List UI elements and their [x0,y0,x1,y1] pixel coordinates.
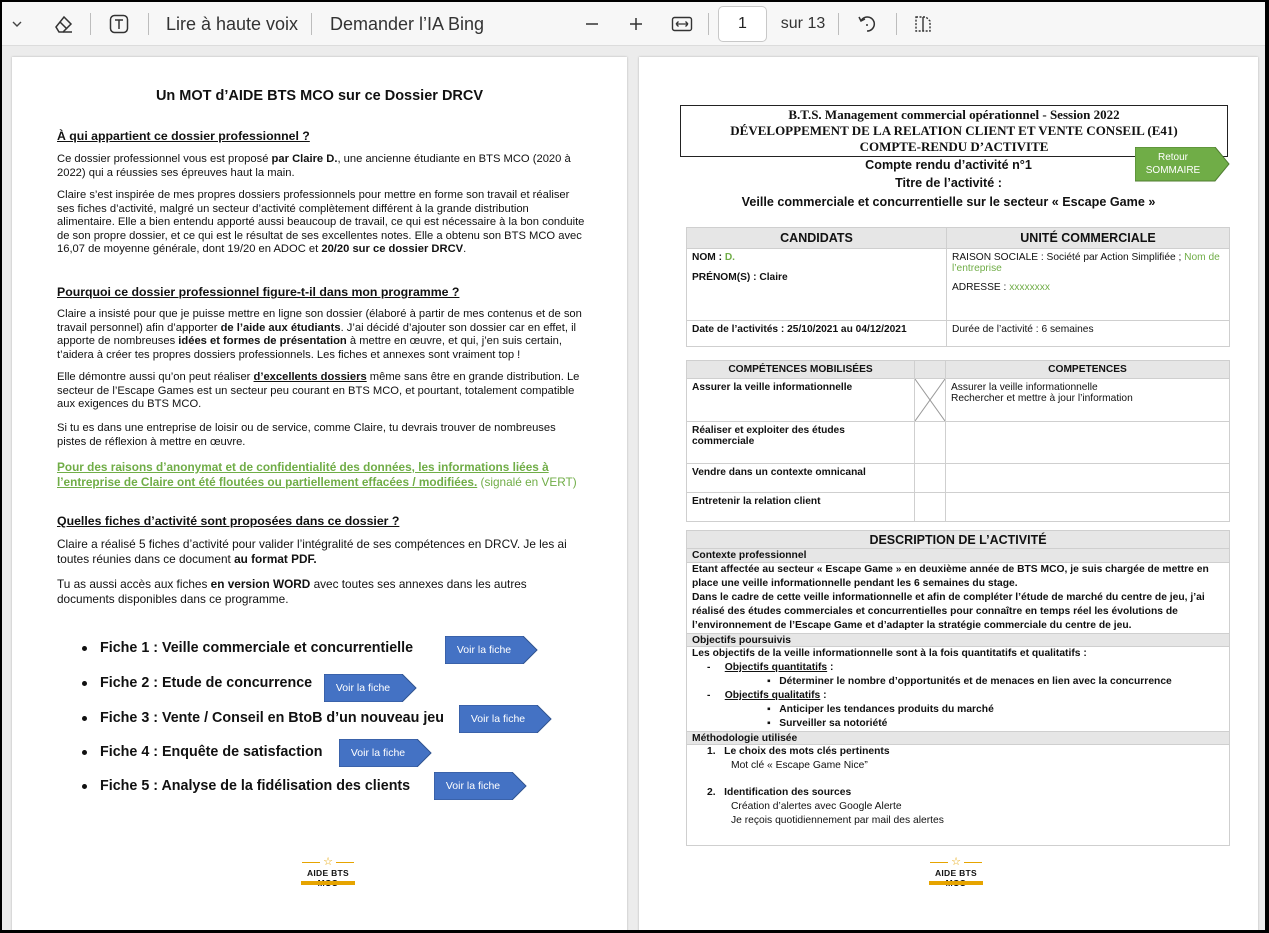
toolbar [2,2,1265,46]
read-aloud-button[interactable] [162,2,302,46]
rotate-icon[interactable] [852,2,882,46]
voir-fiche-label: Voir la fiche [456,644,512,656]
cr-title: Compte rendu d’activité n°1 [865,158,1032,172]
paragraph: Elle démontre aussi qu’on peut réaliser d’excellents dossiers même sans être en grande distribution. Le secteur de l’Escape Games est un secteur peu courant en BTS MCO, et pourtant, totalement compatible aux exigences du BTS MCO. [57,371,580,411]
zoom-in-icon[interactable] [623,2,649,46]
page-number-input[interactable]: 1 [718,6,767,42]
fiche-item-5: Fiche 5 : Analyse de la fidélisation des clients [82,778,410,794]
page-total-label: sur 13 [780,15,826,32]
star-icon: ☆ [951,856,961,868]
pdf-page-1 [12,57,627,930]
section-heading: Pourquoi ce dossier professionnel figure-t-il dans mon programme ? [57,285,460,299]
exam-header: B.T.S. Management commercial opérationnel - Session 2022 DÉVELOPPEMENT DE LA RELATION CLIENT ET VENTE CONSEIL (E41) COMPTE-RENDU D’ACTIVITE [680,105,1228,157]
voir-fiche-label: Voir la fiche [350,747,406,759]
section-heading: Quelles fiches d’activité sont proposées dans ce dossier ? [57,514,400,528]
aide-bts-mco-logo [298,857,358,893]
titre-label: Titre de l’activité : [895,176,1002,190]
paragraph: Si tu es dans une entreprise de loisir ou de service, comme Claire, tu devrais trouver de nombreuses pistes de réflexion à mettre en œuvre. [57,422,556,448]
ask-bing-label: Demander l’IA Bing [329,13,485,34]
voir-fiche-label: Voir la fiche [445,780,501,792]
paragraph: Claire a réalisé 5 fiches d’activité pour valider l’intégralité de ses compétences en DRCV. Je les ai toutes réunies dans ce document au format PDF. [57,537,567,566]
fiche-item-4: Fiche 4 : Enquête de satisfaction [82,744,322,760]
ask-bing-button[interactable] [322,2,492,46]
competences-table: COMPÉTENCES MOBILISÉES COMPETENCES Assurer la veille informationnelle Assurer la veille informationnelle Rechercher et mettre à jour l’information Réaliser et exploiter des études commerciale Vendre dans un contexte omnicanal Entretenir la relation client [686,360,1230,522]
eraser-icon[interactable] [48,2,78,46]
paragraph: Tu as aussi accès aux fiches en version WORD avec toutes ses annexes dans les autres documents disponibles dans ce programme. [57,577,527,606]
section-heading: À qui appartient ce dossier professionnel ? [57,129,310,143]
text-box-icon[interactable] [104,2,134,46]
star-icon: ☆ [323,856,333,868]
logo-name: AIDE BTS [934,868,978,878]
read-aloud-label: Lire à haute voix [165,13,299,34]
page-total [778,2,828,46]
pdf-viewer [2,2,1265,930]
description-block: DESCRIPTION DE L’ACTIVITÉ Contexte professionnel Etant affectée au secteur « Escape Game » en deuxième année de BTS MCO, je suis chargée de mettre en place une veille informationnelle pendant les 6 semaines du stage. Dans le cadre de cette veille informationnelle et afin de compléter l’étude de marché du centre de jeu, j’ai réalisé des études commerciales et concurrentielles pour connaître en temps réel les évolutions de l’environnement de l’Escape Game et d’adapter la stratégie commerciale du centre de jeu. Objectifs poursuivis Les objectifs de la veille informationnelle sont à la fois quantitatifs et qualitatifs : - Objectifs quantitatifs : ▪ Déterminer le nombre d’opportunités et de menaces en lien avec la concurrence - Objectifs qualitatifs : ▪ Anticiper les tendances produits du marché ▪ Surveiller sa notoriété Méthodologie utilisée 1. Le choix des mots clés pertinents Mot clé « Escape Game Nice” 2. Identification des sources Création d’alertes avec Google Alerte Je reçois quotidiennement par mail des alertes [686,530,1230,846]
aide-bts-mco-logo [926,857,986,893]
paragraph: Claire a insisté pour que je puisse mettre en ligne son dossier (élaboré à partir de mes contenus et de son travail personnel) afin d’apporter de l’aide aux étudiants. J’ai décidé d’ajouter son dossier car en effet, il apporte de nombreuses idées et formes de présentation à mettre en œuvre, et qui, j’en suis certain, t’aidera à créer tes propres dossiers professionnels. Les fiches et annexes sont vraiment top ! [57,308,582,361]
pdf-page-2 [639,57,1258,930]
voir-fiche-label: Voir la fiche [470,713,526,725]
page-view-icon[interactable] [908,2,938,46]
zoom-out-icon[interactable] [579,2,605,46]
retour-label: Retour SOMMAIRE [1145,152,1201,176]
voir-fiche-label: Voir la fiche [335,682,391,694]
anonymity-note: Pour des raisons d’anonymat et de confidentialité des données, les informations liées à l’entreprise de Claire ont été floutées ou partiellement effacées / modifiées. (signalé en VERT) [57,460,577,489]
logo-name: AIDE BTS [306,868,350,878]
fiche-item-3: Fiche 3 : Vente / Conseil en BtoB d’un nouveau jeu [82,710,444,726]
chevron-down-icon[interactable] [4,2,30,46]
page-title: Un MOT d’AIDE BTS MCO sur ce Dossier DRCV [155,88,484,104]
paragraph: Ce dossier professionnel vous est proposé par Claire D., une ancienne étudiante en BTS MCO (2020 à 2022) qui a réussies ses épreuves haut la main. [57,153,571,179]
titre-value: Veille commerciale et concurrentielle sur le secteur « Escape Game » [741,195,1156,209]
fiche-item-2: Fiche 2 : Etude de concurrence [82,675,312,691]
fit-width-icon[interactable] [668,2,696,46]
fiche-item-1: Fiche 1 : Veille commerciale et concurrentielle [82,640,413,656]
paragraph: Claire s’est inspirée de mes propres dossiers professionnels pour mettre en forme son travail et réaliser ses fiches d’activité, malgré un secteur d’activité complètement différent à la grande distribution alimentaire. Elle a bien entendu apporté aussi beaucoup de travail, ce qui est nécessaire à la bon conduite de son propre dossier, et ce qui est le résultat de ses excellentes notes. Elle a obtenu son BTS MCO avec 16,07 de moyenne générale, dont 19/20 en ADOC et 20/20 sur ce dossier DRCV. [57,189,585,256]
candidats-table: CANDIDATS UNITÉ COMMERCIALE NOM : D. PRÉNOM(S) : Claire RAISON SOCIALE : Société par Action Simplifiée ; Nom de l’entreprise ADRESSE : xxxxxxxx Date de l’activités : 25/10/2021 au 04/12/2021 Durée de l’activité : 6 semaines [686,227,1230,347]
